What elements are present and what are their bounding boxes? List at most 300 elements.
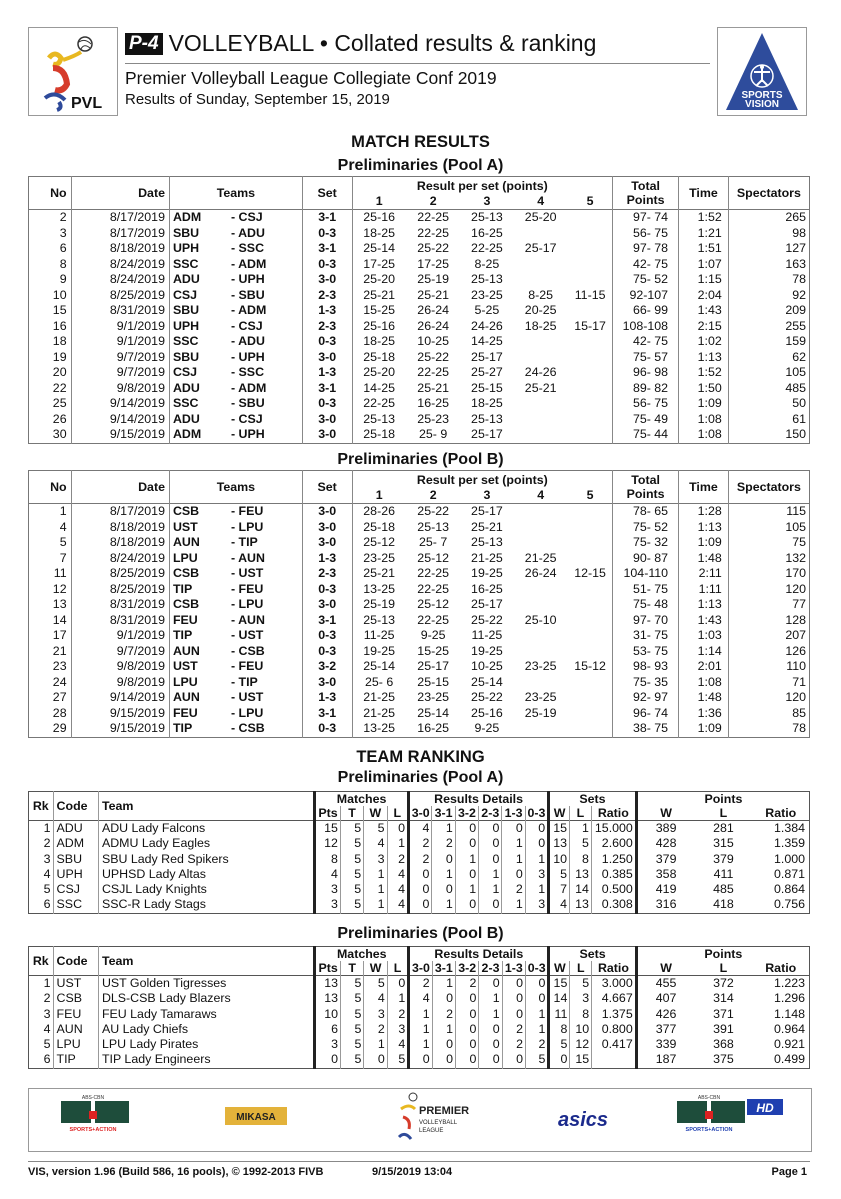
match-row — [29, 706, 810, 722]
set-4-score: 8-25 — [528, 287, 554, 302]
col-set-1: 1 — [352, 487, 406, 504]
match-points: 8 — [315, 852, 341, 867]
total-points: 78- 65 — [613, 504, 679, 520]
team-code: UPH — [53, 867, 98, 882]
sets-won: 4 — [549, 897, 570, 913]
match-date: 8/18/2019 — [71, 241, 169, 257]
matches-total: 5 — [340, 897, 363, 913]
home-team: SBU — [172, 303, 200, 317]
set-3-score: 21-25 — [471, 550, 503, 565]
set-5-score — [568, 365, 613, 381]
col-results-details: Results Details — [409, 792, 549, 807]
set-3-score: 18-25 — [471, 396, 503, 410]
col-set-2: 2 — [429, 194, 437, 208]
match-points: 3 — [315, 1037, 341, 1052]
spectators: 62 — [728, 350, 809, 366]
result-3-2: 0 — [456, 1022, 479, 1037]
home-team: ADU — [172, 272, 200, 286]
set-1-score: 25-16 — [352, 210, 406, 226]
sets-ratio: 0.800 — [592, 1022, 637, 1037]
total-points: 89- 82 — [613, 381, 679, 397]
team-name: DLS-CSB Lady Blazers — [98, 991, 314, 1006]
set-5-score — [568, 721, 613, 737]
set-1-score: 25-21 — [352, 566, 406, 582]
svg-text:VISION: VISION — [745, 99, 779, 110]
rank: 4 — [43, 1021, 51, 1036]
sets-ratio — [592, 1052, 637, 1068]
pool-b-match-table — [28, 470, 810, 738]
spectators: 132 — [728, 551, 809, 567]
points-ratio: 0.499 — [773, 1052, 805, 1067]
footer-version: VIS, version 1.96 (Build 586, 16 pools), © 1992-2013 FIVB — [28, 1166, 324, 1178]
match-points: 4 — [315, 867, 341, 882]
rank: 4 — [43, 866, 51, 881]
svg-text:ABS-CBN: ABS-CBN — [81, 1095, 105, 1101]
result-3-0: 4 — [409, 991, 432, 1006]
points-ratio: 0.871 — [773, 866, 805, 881]
col-rk: Rk — [32, 954, 49, 968]
set-5-score — [568, 613, 613, 629]
col-3-0: 3-0 — [409, 806, 432, 821]
rank: 6 — [43, 1052, 51, 1067]
total-points: 75- 52 — [613, 272, 679, 288]
result-2-3: 0 — [479, 976, 502, 992]
matches-total: 5 — [341, 1007, 364, 1022]
sets-ratio: 0.500 — [591, 882, 636, 897]
set-1-score: 25-19 — [352, 597, 406, 613]
rank: 1 — [43, 976, 51, 990]
away-team: - UPH — [230, 427, 265, 441]
match-time: 1:09 — [679, 396, 729, 412]
match-time: 1:14 — [679, 644, 729, 660]
set-2-score: 25-22 — [417, 241, 449, 255]
result-3-1: 1 — [432, 976, 455, 992]
result-3-0: 1 — [409, 1022, 432, 1037]
set-4-score — [513, 721, 568, 737]
col-3-2: 3-2 — [455, 806, 478, 821]
set-4-score: 26-24 — [524, 566, 557, 580]
match-points: 3 — [315, 897, 341, 913]
match-date: 9/7/2019 — [71, 644, 169, 660]
sets-lost: 13 — [570, 867, 592, 882]
spectators: 485 — [728, 381, 809, 397]
sets-lost: 5 — [570, 976, 592, 992]
match-no: 10 — [52, 287, 67, 302]
col-set: Set — [302, 177, 352, 210]
set-4-score — [513, 427, 568, 443]
set-3-score: 25-17 — [471, 597, 503, 611]
match-time: 1:13 — [679, 597, 729, 613]
home-team: CSB — [172, 566, 200, 580]
set-1-score: 15-25 — [352, 303, 406, 319]
document-title — [125, 30, 596, 57]
total-points: 75- 48 — [613, 597, 679, 613]
match-no: 22 — [52, 380, 67, 395]
match-teams — [169, 334, 302, 350]
points-ratio: 0.921 — [773, 1037, 805, 1052]
result-0-3: 0 — [526, 976, 549, 992]
match-time: 1:48 — [679, 690, 729, 706]
sets-ratio: 0.385 — [591, 867, 636, 882]
svg-text:ABS-CBN: ABS-CBN — [697, 1095, 721, 1101]
rank: 1 — [43, 821, 51, 835]
set-4-score: 25-10 — [524, 612, 557, 627]
set-1-score: 25-12 — [352, 535, 406, 551]
away-team: - TIP — [230, 535, 258, 549]
set-4-score — [513, 334, 568, 350]
match-date: 8/17/2019 — [71, 210, 169, 226]
result-1-3: 2 — [502, 1022, 525, 1037]
total-points: 75- 44 — [613, 427, 679, 443]
match-no: 5 — [59, 535, 67, 549]
match-row — [29, 396, 810, 412]
sports-vision-logo — [717, 27, 807, 116]
total-points: 31- 75 — [613, 628, 679, 644]
col-pts: Pts — [315, 806, 341, 821]
set-2-score: 25-15 — [417, 674, 449, 689]
match-no: 15 — [52, 303, 67, 317]
set-3-score: 9-25 — [474, 721, 500, 735]
spectators: 110 — [728, 659, 809, 675]
home-team: SSC — [172, 334, 199, 348]
set-3-score: 25-15 — [471, 380, 503, 395]
match-row — [29, 613, 810, 629]
pool-a-results-heading: Preliminaries (Pool A) — [337, 157, 504, 174]
match-time: 1:02 — [679, 334, 729, 350]
match-set-score: 3-1 — [302, 613, 352, 629]
match-time: 1:21 — [679, 226, 729, 242]
total-points: 96- 74 — [613, 706, 679, 722]
points-won: 389 — [636, 821, 694, 837]
team-ranking-heading: TEAM RANKING — [356, 748, 485, 766]
team-name: LPU Lady Pirates — [98, 1037, 314, 1052]
set-3-score: 16-25 — [471, 581, 503, 596]
result-3-2: 0 — [455, 821, 478, 837]
set-5-score — [568, 350, 613, 366]
set-1-score: 13-25 — [352, 582, 406, 598]
sets-lost: 3 — [570, 991, 592, 1006]
matches-total: 5 — [340, 867, 363, 882]
svg-text:asics: asics — [557, 1109, 609, 1131]
match-date: 9/8/2019 — [71, 659, 169, 675]
match-row — [29, 272, 810, 288]
match-time: 2:04 — [679, 288, 729, 304]
match-no: 4 — [59, 519, 67, 534]
away-team: - ADM — [230, 256, 267, 271]
set-3-score: 25-13 — [471, 411, 503, 426]
match-no: 21 — [52, 643, 67, 658]
spectators: 128 — [728, 613, 809, 629]
set-5-score — [568, 551, 613, 567]
match-teams — [169, 303, 302, 319]
result-3-2: 0 — [455, 897, 478, 913]
team-name: UPHSD Lady Altas — [98, 867, 314, 882]
set-2-score: 25-22 — [417, 349, 449, 364]
away-team: - LPU — [230, 705, 264, 720]
match-teams — [169, 350, 302, 366]
set-4-score — [513, 396, 568, 412]
match-set-score: 3-0 — [302, 535, 352, 551]
col-time: Time — [679, 471, 729, 504]
matches-lost: 1 — [387, 991, 409, 1006]
rank: 3 — [43, 851, 51, 866]
matches-won: 1 — [364, 882, 387, 897]
match-no: 14 — [52, 612, 67, 627]
col-2-3: 2-3 — [479, 806, 502, 821]
set-2-score: 10-25 — [417, 334, 449, 348]
set-5-score: 15-17 — [574, 318, 606, 333]
spectators: 78 — [728, 272, 809, 288]
col-time: Time — [679, 177, 729, 210]
match-date: 8/18/2019 — [71, 535, 169, 551]
away-team: - CSB — [230, 643, 265, 658]
set-1-score: 18-25 — [352, 226, 406, 242]
match-points: 15 — [315, 821, 341, 837]
match-set-score: 0-3 — [302, 257, 352, 273]
set-1-score: 25- 6 — [352, 675, 406, 691]
sets-ratio: 3.000 — [592, 976, 637, 992]
svg-text:SPORTS+ACTION: SPORTS+ACTION — [685, 1127, 733, 1133]
away-team: - CSB — [230, 721, 265, 735]
col-t: T — [341, 961, 364, 976]
sets-lost: 10 — [570, 1022, 592, 1037]
result-0-3: 1 — [525, 852, 548, 867]
spectators: 105 — [728, 520, 809, 536]
match-time: 1:09 — [679, 535, 729, 551]
match-row — [29, 241, 810, 257]
set-3-score: 25-22 — [471, 690, 503, 704]
result-3-2: 0 — [456, 1007, 479, 1022]
set-3-score: 25-16 — [471, 705, 503, 720]
sports-vision-triangle-icon — [718, 28, 806, 115]
match-set-score: 3-1 — [302, 210, 352, 226]
sets-lost: 15 — [570, 1052, 592, 1068]
col-total: Total — [613, 471, 679, 488]
result-2-3: 0 — [479, 836, 502, 851]
match-row — [29, 365, 810, 381]
match-no: 17 — [52, 628, 67, 642]
col-set-1: 1 — [352, 193, 406, 210]
set-5-score — [568, 226, 613, 242]
ranking-row — [29, 882, 810, 897]
result-3-0: 2 — [409, 976, 432, 992]
spectators: 75 — [728, 535, 809, 551]
set-1-score: 25-14 — [352, 241, 406, 257]
match-teams — [169, 504, 302, 520]
away-team: - UST — [230, 628, 264, 642]
set-1-score: 18-25 — [352, 334, 406, 350]
set-3-score: 25-13 — [471, 272, 503, 286]
set-3-score: 25-14 — [471, 674, 503, 689]
set-4-score: 23-25 — [524, 659, 557, 673]
result-3-0: 1 — [409, 1007, 432, 1022]
col-3-2: 3-2 — [456, 961, 479, 976]
sets-lost: 13 — [570, 897, 592, 913]
matches-won: 4 — [364, 991, 387, 1006]
sets-ratio: 4.667 — [592, 991, 637, 1006]
spectators: 92 — [728, 288, 809, 304]
match-set-score: 3-2 — [302, 659, 352, 675]
set-3-score: 19-25 — [471, 566, 503, 580]
svg-text:PVL: PVL — [71, 95, 103, 112]
set-2-score: 17-25 — [417, 256, 449, 271]
result-3-0: 0 — [409, 897, 432, 913]
result-2-3: 1 — [479, 1007, 502, 1022]
set-5-score — [568, 427, 613, 443]
away-team: - CSJ — [230, 210, 263, 224]
match-time: 1:08 — [679, 412, 729, 428]
result-2-3: 0 — [479, 852, 502, 867]
match-set-score: 3-1 — [302, 706, 352, 722]
match-row — [29, 427, 810, 443]
set-1-score: 13-25 — [352, 721, 406, 737]
set-2-score: 22-25 — [417, 581, 449, 596]
match-set-score: 3-1 — [302, 241, 352, 257]
points-lost: 315 — [713, 836, 734, 851]
rank: 2 — [43, 836, 51, 851]
match-no: 13 — [52, 597, 67, 611]
match-time: 1:07 — [679, 257, 729, 273]
match-date: 9/1/2019 — [71, 334, 169, 350]
match-teams — [169, 628, 302, 644]
result-2-3: 1 — [479, 867, 502, 882]
set-1-score: 25-20 — [352, 272, 406, 288]
away-team: - UPH — [230, 349, 265, 364]
col-set-4: 4 — [537, 194, 545, 208]
match-time: 1:08 — [679, 675, 729, 691]
matches-total: 5 — [341, 1037, 364, 1052]
matches-lost: 0 — [387, 976, 409, 992]
asics-logo — [558, 1109, 608, 1131]
match-set-score: 3-0 — [302, 520, 352, 536]
team-code: FEU — [53, 1007, 98, 1022]
matches-lost: 2 — [387, 852, 408, 867]
total-points: 75- 52 — [613, 520, 679, 536]
points-won: 419 — [636, 882, 694, 897]
sets-won: 5 — [549, 867, 570, 882]
mikasa-logo — [225, 1107, 287, 1125]
col-0-3: 0-3 — [525, 806, 548, 821]
rank: 5 — [43, 882, 51, 897]
match-time: 1:28 — [679, 504, 729, 520]
sets-ratio: 1.375 — [592, 1007, 637, 1022]
matches-won: 5 — [364, 821, 387, 837]
match-set-score: 3-0 — [302, 504, 352, 520]
set-5-score — [568, 272, 613, 288]
points-ratio: 1.148 — [773, 1006, 805, 1021]
points-lost: 371 — [713, 1006, 734, 1021]
result-3-2: 1 — [455, 852, 478, 867]
match-points: 6 — [315, 1022, 341, 1037]
spectators: 105 — [728, 365, 809, 381]
match-teams — [169, 427, 302, 443]
result-3-2: 0 — [456, 991, 479, 1006]
match-date: 8/17/2019 — [71, 226, 169, 242]
match-teams — [169, 613, 302, 629]
matches-won: 0 — [364, 1052, 387, 1068]
matches-total: 5 — [340, 821, 363, 837]
away-team: - LPU — [230, 597, 264, 611]
sets-won: 0 — [549, 1052, 570, 1068]
total-points: 75- 57 — [613, 350, 679, 366]
set-4-score — [513, 504, 568, 520]
set-4-score: 25-17 — [524, 241, 557, 255]
set-5-score — [568, 504, 613, 520]
col-0-3: 0-3 — [526, 961, 549, 976]
svg-text:MIKASA: MIKASA — [236, 1112, 276, 1123]
set-5-score: 15-12 — [574, 659, 606, 673]
set-2-score: 25-12 — [417, 597, 449, 611]
match-set-score: 2-3 — [302, 288, 352, 304]
col-team: Team — [98, 947, 314, 976]
points-lost: 379 — [713, 851, 734, 866]
points-lost: 368 — [713, 1037, 734, 1052]
set-1-score: 11-25 — [352, 628, 406, 644]
sets-lost: 8 — [570, 852, 592, 867]
total-points: 38- 75 — [613, 721, 679, 737]
col-result-per-set: Result per set (points) — [352, 471, 613, 488]
away-team: - SBU — [230, 396, 265, 410]
total-points: 97- 78 — [613, 241, 679, 257]
total-points: 75- 32 — [613, 535, 679, 551]
result-1-3: 1 — [502, 836, 525, 851]
match-date: 9/14/2019 — [71, 412, 169, 428]
match-date: 8/31/2019 — [71, 303, 169, 319]
match-teams — [169, 210, 302, 226]
match-points: 3 — [315, 882, 341, 897]
sets-won: 5 — [549, 1037, 570, 1052]
matches-won: 5 — [364, 976, 387, 992]
col-code: Code — [53, 792, 98, 821]
spectators: 85 — [728, 706, 809, 722]
set-3-score: 25-27 — [471, 365, 503, 379]
result-3-1: 0 — [432, 1037, 455, 1052]
result-3-0: 2 — [409, 852, 432, 867]
set-3-score: 25-17 — [471, 349, 503, 364]
col-points-ratio: Ratio — [765, 961, 797, 975]
match-teams — [169, 582, 302, 598]
set-2-score: 22-25 — [417, 612, 449, 627]
match-teams — [169, 226, 302, 242]
title-text: VOLLEYBALL • Collated results & ranking — [168, 30, 597, 56]
ranking-row — [29, 1022, 810, 1037]
col-sets: Sets — [549, 792, 637, 807]
match-time: 1:13 — [679, 520, 729, 536]
set-2-score: 16-25 — [417, 721, 449, 735]
set-5-score — [568, 381, 613, 397]
home-team: ADU — [172, 380, 200, 395]
points-won: 187 — [636, 1052, 694, 1068]
result-3-2: 0 — [456, 1037, 479, 1052]
match-time: 1:09 — [679, 721, 729, 737]
match-row — [29, 334, 810, 350]
set-4-score: 18-25 — [524, 318, 557, 333]
result-3-2: 1 — [455, 882, 478, 897]
col-set-3: 3 — [483, 488, 491, 502]
col-set-3: 3 — [483, 194, 491, 208]
set-5-score — [568, 210, 613, 226]
set-4-score: 20-25 — [524, 303, 557, 317]
points-ratio: 1.223 — [773, 976, 805, 990]
team-code: CSJ — [53, 882, 98, 897]
set-2-score: 25-22 — [417, 504, 449, 518]
set-5-score — [568, 520, 613, 536]
match-row — [29, 721, 810, 737]
match-row — [29, 582, 810, 598]
set-2-score: 9-25 — [420, 628, 446, 642]
total-points: 96- 98 — [613, 365, 679, 381]
home-team: CSB — [172, 597, 200, 611]
